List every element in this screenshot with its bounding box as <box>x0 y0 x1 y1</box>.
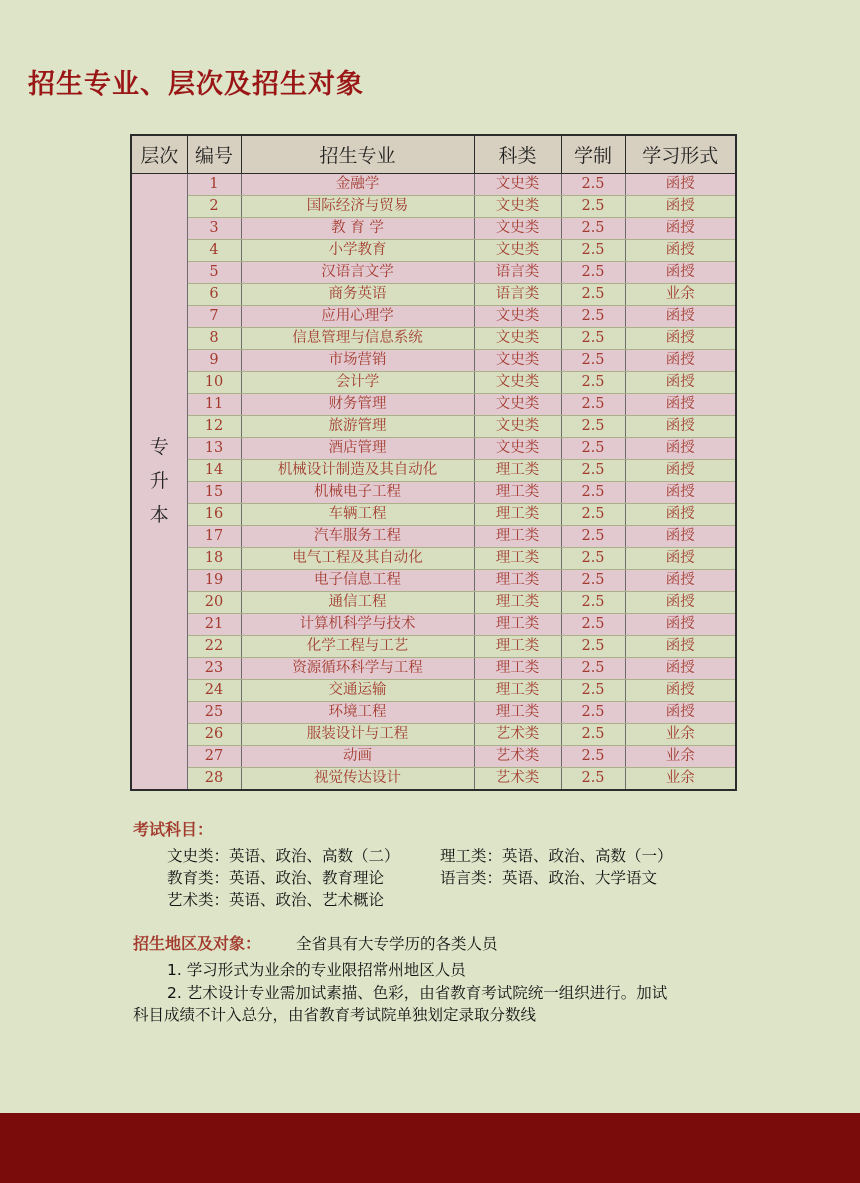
table-row <box>131 614 736 636</box>
cell-mode: 业余 <box>625 284 736 306</box>
cell-no: 17 <box>187 526 241 548</box>
cell-mode: 函授 <box>625 262 736 284</box>
cell-major: 机械电子工程 <box>241 482 474 504</box>
table-body <box>131 174 736 791</box>
cell-category: 理工类 <box>474 460 561 482</box>
cell-major: 商务英语 <box>241 284 474 306</box>
cell-years: 2.5 <box>561 768 625 791</box>
cell-mode: 函授 <box>625 658 736 680</box>
cell-years: 2.5 <box>561 372 625 394</box>
cell-no: 8 <box>187 328 241 350</box>
cell-major: 电子信息工程 <box>241 570 474 592</box>
cell-no: 23 <box>187 658 241 680</box>
cell-no: 26 <box>187 724 241 746</box>
cell-mode: 函授 <box>625 482 736 504</box>
cell-major: 车辆工程 <box>241 504 474 526</box>
cell-category: 文史类 <box>474 372 561 394</box>
cell-no: 14 <box>187 460 241 482</box>
table-row <box>131 328 736 350</box>
cell-mode: 函授 <box>625 394 736 416</box>
cell-years: 2.5 <box>561 482 625 504</box>
cell-major: 计算机科学与技术 <box>241 614 474 636</box>
cell-no: 11 <box>187 394 241 416</box>
cell-major: 视觉传达设计 <box>241 768 474 791</box>
cell-mode: 函授 <box>625 680 736 702</box>
cell-major: 酒店管理 <box>241 438 474 460</box>
cell-mode: 函授 <box>625 350 736 372</box>
exam-wenshi: 文史类：英语、政治、高数（二） <box>167 847 400 865</box>
cell-no: 15 <box>187 482 241 504</box>
table-row <box>131 306 736 328</box>
cell-major: 汽车服务工程 <box>241 526 474 548</box>
cell-category: 艺术类 <box>474 746 561 768</box>
cell-category: 文史类 <box>474 394 561 416</box>
cell-category: 文史类 <box>474 240 561 262</box>
cell-years: 2.5 <box>561 174 625 196</box>
cell-no: 7 <box>187 306 241 328</box>
table-row <box>131 548 736 570</box>
cell-mode: 函授 <box>625 548 736 570</box>
cell-years: 2.5 <box>561 460 625 482</box>
cell-years: 2.5 <box>561 702 625 724</box>
table-row <box>131 746 736 768</box>
cell-major: 小学教育 <box>241 240 474 262</box>
exam-jiaoyu: 教育类：英语、政治、教育理论 <box>167 869 385 887</box>
cell-years: 2.5 <box>561 350 625 372</box>
exam-heading: 考试科目： <box>133 820 214 839</box>
table-row <box>131 504 736 526</box>
area-heading: 招生地区及对象： <box>133 934 262 953</box>
cell-no: 27 <box>187 746 241 768</box>
cell-years: 2.5 <box>561 240 625 262</box>
cell-years: 2.5 <box>561 504 625 526</box>
table-row <box>131 196 736 218</box>
table-row <box>131 482 736 504</box>
cell-category: 文史类 <box>474 416 561 438</box>
cell-category: 理工类 <box>474 658 561 680</box>
cell-years: 2.5 <box>561 592 625 614</box>
header-major: 招生专业 <box>241 135 474 174</box>
table-row <box>131 724 736 746</box>
cell-major: 机械设计制造及其自动化 <box>241 460 474 482</box>
cell-mode: 函授 <box>625 636 736 658</box>
table-row <box>131 460 736 482</box>
cell-category: 文史类 <box>474 328 561 350</box>
cell-years: 2.5 <box>561 658 625 680</box>
cell-category: 理工类 <box>474 548 561 570</box>
cell-category: 理工类 <box>474 592 561 614</box>
area-value: 全省具有大专学历的各类人员 <box>296 935 498 953</box>
cell-major: 会计学 <box>241 372 474 394</box>
cell-category: 理工类 <box>474 570 561 592</box>
table-header-row <box>131 135 736 174</box>
cell-no: 12 <box>187 416 241 438</box>
cell-mode: 函授 <box>625 592 736 614</box>
note-1: 1. 学习形式为业余的专业限招常州地区人员 <box>167 961 466 979</box>
cell-mode: 函授 <box>625 306 736 328</box>
cell-mode: 函授 <box>625 196 736 218</box>
cell-category: 文史类 <box>474 438 561 460</box>
table-row <box>131 636 736 658</box>
cell-no: 22 <box>187 636 241 658</box>
cell-no: 16 <box>187 504 241 526</box>
cell-category: 理工类 <box>474 680 561 702</box>
header-level: 层次 <box>131 135 187 174</box>
cell-years: 2.5 <box>561 438 625 460</box>
cell-mode: 函授 <box>625 570 736 592</box>
table-row <box>131 570 736 592</box>
cell-category: 理工类 <box>474 504 561 526</box>
page-title: 招生专业、层次及招生对象 <box>28 69 364 100</box>
cell-no: 9 <box>187 350 241 372</box>
cell-major: 交通运输 <box>241 680 474 702</box>
table-row <box>131 372 736 394</box>
cell-major: 财务管理 <box>241 394 474 416</box>
cell-years: 2.5 <box>561 526 625 548</box>
cell-mode: 函授 <box>625 372 736 394</box>
cell-category: 文史类 <box>474 196 561 218</box>
table-row <box>131 240 736 262</box>
cell-no: 10 <box>187 372 241 394</box>
cell-major: 旅游管理 <box>241 416 474 438</box>
cell-category: 文史类 <box>474 218 561 240</box>
cell-mode: 业余 <box>625 768 736 791</box>
cell-years: 2.5 <box>561 284 625 306</box>
header-category: 科类 <box>474 135 561 174</box>
cell-major: 教 育 学 <box>241 218 474 240</box>
cell-no: 19 <box>187 570 241 592</box>
table-row <box>131 438 736 460</box>
cell-years: 2.5 <box>561 746 625 768</box>
table-row <box>131 592 736 614</box>
cell-category: 理工类 <box>474 614 561 636</box>
cell-years: 2.5 <box>561 218 625 240</box>
cell-category: 语言类 <box>474 262 561 284</box>
cell-no: 3 <box>187 218 241 240</box>
cell-major: 金融学 <box>241 174 474 196</box>
cell-category: 艺术类 <box>474 768 561 791</box>
cell-mode: 函授 <box>625 218 736 240</box>
cell-mode: 函授 <box>625 526 736 548</box>
header-years: 学制 <box>561 135 625 174</box>
exam-ligong: 理工类：英语、政治、高数（一） <box>440 847 673 865</box>
exam-yuyan: 语言类：英语、政治、大学语文 <box>440 869 658 887</box>
cell-major: 应用心理学 <box>241 306 474 328</box>
cell-major: 市场营销 <box>241 350 474 372</box>
cell-mode: 函授 <box>625 416 736 438</box>
cell-years: 2.5 <box>561 196 625 218</box>
cell-major: 资源循环科学与工程 <box>241 658 474 680</box>
cell-no: 18 <box>187 548 241 570</box>
cell-category: 理工类 <box>474 526 561 548</box>
cell-years: 2.5 <box>561 548 625 570</box>
table-row <box>131 680 736 702</box>
cell-years: 2.5 <box>561 636 625 658</box>
cell-major: 化学工程与工艺 <box>241 636 474 658</box>
note-2-line-1: 2. 艺术设计专业需加试素描、色彩，由省教育考试院统一组织进行。加试 <box>167 984 668 1002</box>
cell-years: 2.5 <box>561 570 625 592</box>
table-row <box>131 526 736 548</box>
header-number: 编号 <box>187 135 241 174</box>
cell-years: 2.5 <box>561 724 625 746</box>
majors-table <box>130 134 737 791</box>
cell-mode: 函授 <box>625 460 736 482</box>
cell-mode: 函授 <box>625 438 736 460</box>
table-row <box>131 416 736 438</box>
cell-category: 文史类 <box>474 174 561 196</box>
cell-no: 25 <box>187 702 241 724</box>
cell-category: 文史类 <box>474 306 561 328</box>
exam-yishu: 艺术类：英语、政治、艺术概论 <box>167 891 385 909</box>
cell-years: 2.5 <box>561 394 625 416</box>
cell-years: 2.5 <box>561 262 625 284</box>
table-row <box>131 768 736 791</box>
cell-no: 24 <box>187 680 241 702</box>
cell-no: 4 <box>187 240 241 262</box>
header-mode: 学习形式 <box>625 135 736 174</box>
cell-major: 汉语言文学 <box>241 262 474 284</box>
level-cell <box>131 174 187 791</box>
cell-years: 2.5 <box>561 416 625 438</box>
cell-mode: 函授 <box>625 702 736 724</box>
cell-major: 国际经济与贸易 <box>241 196 474 218</box>
cell-category: 理工类 <box>474 702 561 724</box>
cell-major: 信息管理与信息系统 <box>241 328 474 350</box>
cell-major: 环境工程 <box>241 702 474 724</box>
cell-mode: 业余 <box>625 724 736 746</box>
cell-no: 5 <box>187 262 241 284</box>
level-char: 专 <box>149 436 169 458</box>
table-row <box>131 284 736 306</box>
cell-mode: 业余 <box>625 746 736 768</box>
cell-mode: 函授 <box>625 504 736 526</box>
cell-major: 动画 <box>241 746 474 768</box>
note-2-line-2: 科目成绩不计入总分，由省教育考试院单独划定录取分数线 <box>133 1006 537 1024</box>
table-row <box>131 174 736 196</box>
table-row <box>131 350 736 372</box>
table-row <box>131 394 736 416</box>
footer-band <box>0 1113 860 1183</box>
cell-mode: 函授 <box>625 328 736 350</box>
cell-major: 通信工程 <box>241 592 474 614</box>
cell-years: 2.5 <box>561 680 625 702</box>
table-row <box>131 658 736 680</box>
cell-no: 20 <box>187 592 241 614</box>
cell-category: 理工类 <box>474 482 561 504</box>
cell-no: 21 <box>187 614 241 636</box>
cell-no: 2 <box>187 196 241 218</box>
cell-mode: 函授 <box>625 174 736 196</box>
table-row <box>131 262 736 284</box>
level-char: 本 <box>149 504 169 526</box>
cell-years: 2.5 <box>561 328 625 350</box>
cell-category: 理工类 <box>474 636 561 658</box>
table-row <box>131 218 736 240</box>
table-row <box>131 702 736 724</box>
cell-no: 28 <box>187 768 241 791</box>
cell-years: 2.5 <box>561 306 625 328</box>
cell-years: 2.5 <box>561 614 625 636</box>
cell-major: 电气工程及其自动化 <box>241 548 474 570</box>
cell-mode: 函授 <box>625 240 736 262</box>
cell-no: 6 <box>187 284 241 306</box>
level-char: 升 <box>149 470 169 492</box>
cell-major: 服装设计与工程 <box>241 724 474 746</box>
cell-no: 13 <box>187 438 241 460</box>
cell-category: 文史类 <box>474 350 561 372</box>
cell-category: 艺术类 <box>474 724 561 746</box>
cell-mode: 函授 <box>625 614 736 636</box>
cell-category: 语言类 <box>474 284 561 306</box>
cell-no: 1 <box>187 174 241 196</box>
